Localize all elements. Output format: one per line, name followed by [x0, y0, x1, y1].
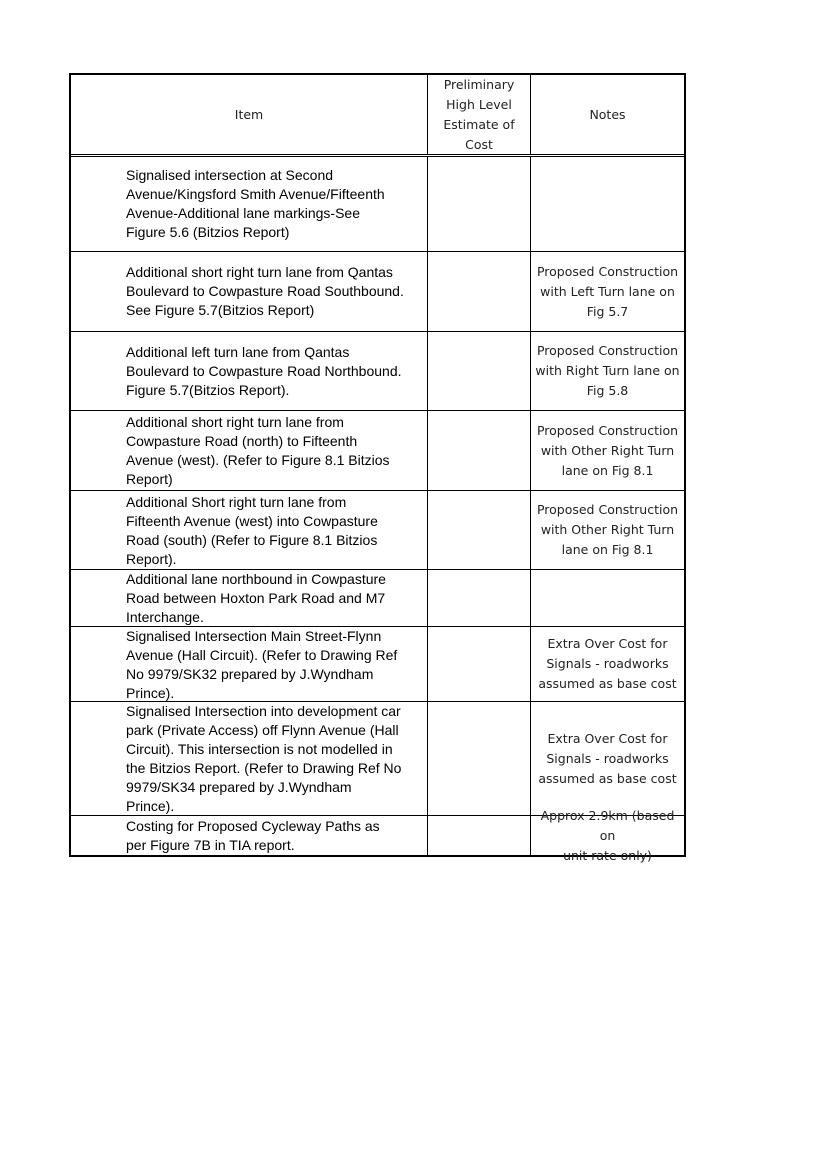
row-item: Additional lane northbound in Cowpasture Road between Hoxton Park Road and M7 Interchange.	[71, 570, 428, 626]
row-cost	[428, 816, 531, 855]
row-cost	[428, 491, 531, 569]
table-row	[71, 569, 684, 626]
row-item: Signalised intersection at Second Avenue/Kingsford Smith Avenue/Fifteenth Avenue-Additional lane markings-See Figure 5.6 (Bitzios Report)	[71, 157, 428, 251]
row-cost	[428, 411, 531, 490]
row-cost	[428, 627, 531, 701]
table-header	[71, 75, 684, 157]
table-row	[71, 701, 684, 815]
table-row	[71, 331, 684, 410]
table-row	[71, 251, 684, 331]
row-item: Additional short right turn lane from Qantas Boulevard to Cowpasture Road Southbound. See Figure 5.7(Bitzios Report)	[71, 252, 428, 331]
row-item: Additional left turn lane from Qantas Boulevard to Cowpasture Road Northbound. Figure 5.7(Bitzios Report).	[71, 332, 428, 410]
row-cost	[428, 702, 531, 815]
row-item: Additional Short right turn lane from Fifteenth Avenue (west) into Cowpasture Road (south) (Refer to Figure 8.1 Bitzios Report).	[71, 491, 428, 569]
cost-estimate-table	[69, 73, 686, 863]
row-cost	[428, 332, 531, 410]
row-notes: Proposed Construction with Other Right Turn lane on Fig 8.1	[536, 422, 679, 478]
row-notes	[531, 157, 684, 251]
row-item: Signalised Intersection into development car park (Private Access) off Flynn Avenue (Hall Circuit). This intersection is not modelled in the Bitzios Report. (Refer to Drawing Ref No 9979/SK34 prepared by J.Wyndham Prince).	[71, 702, 428, 815]
row-item: Costing for Proposed Cycleway Paths as per Figure 7B in TIA report.	[71, 816, 428, 855]
row-notes: Extra Over Cost for Signals - roadworks assumed as base cost	[538, 730, 677, 786]
table-row	[71, 626, 684, 701]
row-cost	[428, 252, 531, 331]
row-notes: Proposed Construction with Left Turn lane on Fig 5.7	[536, 263, 679, 319]
row-notes: Extra Over Cost for Signals - roadworks assumed as base cost	[538, 636, 677, 691]
table-row	[71, 490, 684, 569]
header-cost: Preliminary High Level Estimate of Cost	[428, 75, 531, 154]
table-row	[71, 157, 684, 251]
row-item: Signalised Intersection Main Street-Flynn Avenue (Hall Circuit). (Refer to Drawing Ref No 9979/SK32 prepared by J.Wyndham Prince).	[71, 627, 428, 701]
table-row	[71, 410, 684, 490]
row-cost	[428, 157, 531, 251]
header-notes: Notes	[589, 106, 626, 122]
row-notes: Approx 2.9km (based on unit rate only)	[540, 807, 675, 863]
row-item: Additional short right turn lane from Cowpasture Road (north) to Fifteenth Avenue (west). (Refer to Figure 8.1 Bitzios Report)	[71, 411, 428, 490]
row-cost	[428, 570, 531, 626]
row-notes	[531, 570, 684, 626]
header-item: Item	[71, 75, 428, 154]
row-notes: Proposed Construction with Right Turn lane on Fig 5.8	[535, 343, 680, 398]
table-row	[71, 807, 684, 863]
row-notes: Proposed Construction with Other Right Turn lane on Fig 8.1	[536, 502, 679, 557]
